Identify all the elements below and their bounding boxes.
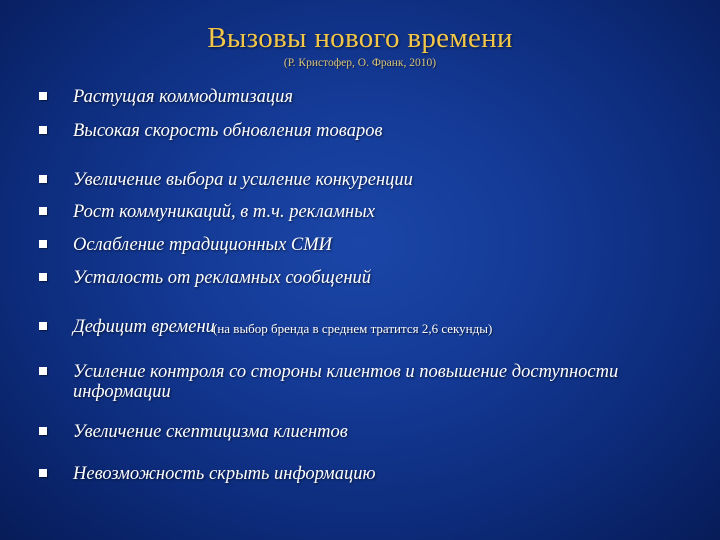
slide-subtitle: (Р. Кристофер, О. Франк, 2010): [283, 57, 437, 69]
bullet-text: Дефицит времени: [73, 317, 215, 337]
square-bullet-icon: [39, 322, 47, 330]
square-bullet-icon: [39, 92, 47, 100]
bullet-text: Увеличение скептицизма клиентов: [73, 422, 348, 442]
square-bullet-icon: [39, 367, 47, 375]
square-bullet-icon: [39, 469, 47, 477]
bullet-text: Рост коммуникаций, в т.ч. рекламных: [73, 202, 375, 222]
square-bullet-icon: [39, 240, 47, 248]
square-bullet-icon: [39, 207, 47, 215]
bullet-text: Растущая коммодитизация: [73, 87, 293, 107]
slide-title: Вызовы нового времени: [207, 22, 513, 54]
bullet-note: (на выбор бренда в среднем тратится 2,6 секунды): [213, 321, 493, 336]
bullet-text: Усиление контроля со стороны клиентов и повышение доступности информации: [73, 362, 619, 402]
bullet-text: Высокая скорость обновления товаров: [73, 121, 383, 141]
bullet-text: Усталость от рекламных сообщений: [73, 268, 372, 288]
bullet-text: Невозможность скрыть информацию: [73, 464, 376, 484]
square-bullet-icon: [39, 175, 47, 183]
square-bullet-icon: [39, 273, 47, 281]
bullet-text: Ослабление традиционных СМИ: [73, 235, 333, 255]
bullet-text: Увеличение выбора и усиление конкуренции: [73, 170, 413, 190]
square-bullet-icon: [39, 427, 47, 435]
square-bullet-icon: [39, 126, 47, 134]
